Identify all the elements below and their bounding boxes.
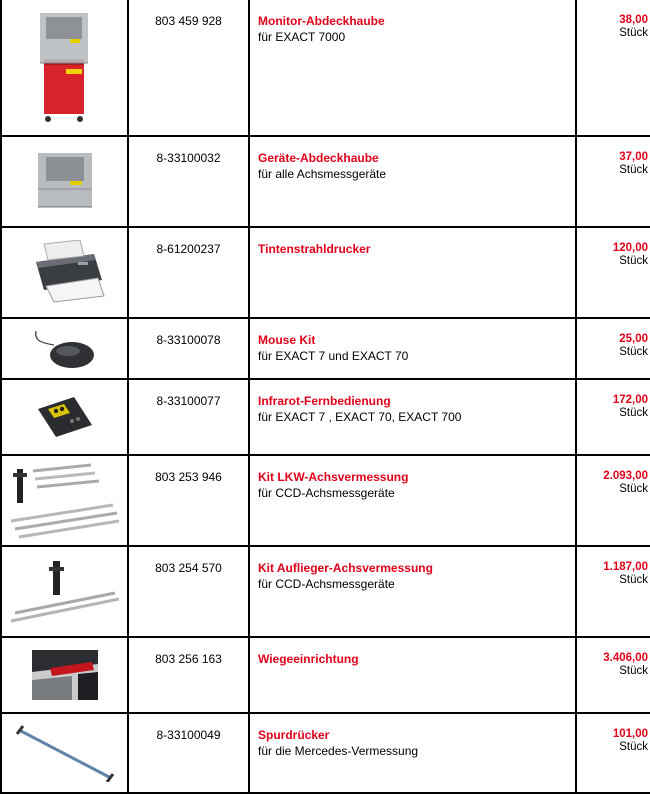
price-cell bbox=[576, 0, 650, 136]
article-number: 8-33100049 bbox=[156, 728, 221, 742]
price-cell bbox=[576, 637, 650, 713]
price-unit: Stück bbox=[619, 346, 648, 358]
table-row bbox=[1, 227, 650, 318]
device-cover-icon bbox=[32, 149, 98, 215]
article-number-cell bbox=[128, 455, 249, 546]
article-number-cell bbox=[128, 379, 249, 455]
article-number-cell bbox=[128, 227, 249, 318]
product-price: 38,00 bbox=[619, 14, 648, 26]
product-image-cell bbox=[1, 546, 128, 637]
truck-alignment-kit-icon bbox=[9, 463, 121, 539]
article-number: 8-33100032 bbox=[156, 151, 221, 165]
product-price: 120,00 bbox=[612, 242, 648, 254]
product-price: 1.187,00 bbox=[603, 561, 648, 573]
cabinet-cover-icon bbox=[34, 9, 96, 127]
table-row bbox=[1, 546, 650, 637]
mouse-icon bbox=[32, 327, 98, 371]
description-cell bbox=[249, 455, 576, 546]
price-cell bbox=[576, 546, 650, 637]
product-price: 2.093,00 bbox=[603, 470, 648, 482]
product-subtitle bbox=[250, 666, 575, 668]
article-number-cell bbox=[128, 0, 249, 136]
article-number: 803 254 570 bbox=[155, 561, 222, 575]
table-row bbox=[1, 379, 650, 455]
article-number: 803 253 946 bbox=[155, 470, 222, 484]
product-subtitle: für EXACT 7 und EXACT 70 bbox=[258, 349, 409, 363]
table-row bbox=[1, 136, 650, 227]
product-title: Kit Auflieger-Achsvermessung bbox=[258, 561, 433, 575]
description-cell bbox=[249, 713, 576, 793]
description-cell bbox=[249, 0, 576, 136]
product-subtitle: für die Mercedes-Vermessung bbox=[258, 744, 419, 758]
article-number-cell bbox=[128, 318, 249, 379]
price-cell bbox=[576, 227, 650, 318]
price-cell bbox=[576, 713, 650, 793]
table-row bbox=[1, 455, 650, 546]
product-title: Mouse Kit bbox=[258, 333, 316, 347]
description-cell bbox=[249, 136, 576, 227]
product-image-cell bbox=[1, 227, 128, 318]
article-number: 8-33100078 bbox=[156, 333, 221, 347]
track-pusher-icon bbox=[15, 724, 115, 782]
trailer-alignment-kit-icon bbox=[9, 559, 121, 625]
description-cell bbox=[249, 546, 576, 637]
product-price: 37,00 bbox=[619, 151, 648, 163]
product-title: Kit LKW-Achsvermessung bbox=[258, 470, 409, 484]
description-cell bbox=[249, 227, 576, 318]
product-title: Tintenstrahldrucker bbox=[258, 242, 371, 256]
product-subtitle: für EXACT 7000 bbox=[258, 30, 346, 44]
article-number-cell bbox=[128, 713, 249, 793]
product-title: Geräte-Abdeckhaube bbox=[258, 151, 379, 165]
printer-icon bbox=[24, 240, 106, 306]
product-price: 101,00 bbox=[612, 728, 648, 740]
article-number-cell bbox=[128, 546, 249, 637]
price-unit: Stück bbox=[619, 741, 648, 753]
price-cell bbox=[576, 379, 650, 455]
article-number: 803 256 163 bbox=[155, 652, 222, 666]
table-row bbox=[1, 637, 650, 713]
product-title: Spurdrücker bbox=[258, 728, 330, 742]
article-number: 8-33100077 bbox=[156, 394, 221, 408]
price-unit: Stück bbox=[619, 27, 648, 39]
article-number: 8-61200237 bbox=[156, 242, 221, 256]
product-title: Infrarot-Fernbedienung bbox=[258, 394, 391, 408]
price-unit: Stück bbox=[619, 255, 648, 267]
table-row bbox=[1, 318, 650, 379]
product-image-cell bbox=[1, 455, 128, 546]
price-unit: Stück bbox=[619, 164, 648, 176]
product-subtitle: für CCD-Achsmessgeräte bbox=[258, 577, 395, 591]
product-subtitle: für CCD-Achsmessgeräte bbox=[258, 486, 395, 500]
product-image-cell bbox=[1, 379, 128, 455]
description-cell bbox=[249, 637, 576, 713]
product-image-cell bbox=[1, 0, 128, 136]
article-number: 803 459 928 bbox=[155, 14, 222, 28]
price-unit: Stück bbox=[619, 483, 648, 495]
price-cell bbox=[576, 318, 650, 379]
price-unit: Stück bbox=[619, 407, 648, 419]
product-title: Monitor-Abdeckhaube bbox=[258, 14, 385, 28]
product-image-cell bbox=[1, 713, 128, 793]
product-price: 25,00 bbox=[619, 333, 648, 345]
price-cell bbox=[576, 136, 650, 227]
product-subtitle bbox=[250, 256, 575, 258]
product-title: Wiegeeinrichtung bbox=[258, 652, 359, 666]
product-subtitle: für EXACT 7 , EXACT 70, EXACT 700 bbox=[258, 410, 462, 424]
product-price: 3.406,00 bbox=[603, 652, 648, 664]
description-cell bbox=[249, 379, 576, 455]
product-subtitle: für alle Achsmessgeräte bbox=[258, 167, 387, 181]
product-image-cell bbox=[1, 318, 128, 379]
product-image-cell bbox=[1, 637, 128, 713]
product-image-cell bbox=[1, 136, 128, 227]
article-number-cell bbox=[128, 637, 249, 713]
price-cell bbox=[576, 455, 650, 546]
table-row bbox=[1, 713, 650, 793]
weighing-device-icon bbox=[32, 650, 98, 700]
article-number-cell bbox=[128, 136, 249, 227]
price-unit: Stück bbox=[619, 574, 648, 586]
description-cell bbox=[249, 318, 576, 379]
price-unit: Stück bbox=[619, 665, 648, 677]
table-row bbox=[1, 0, 650, 136]
product-price: 172,00 bbox=[612, 394, 648, 406]
remote-control-icon bbox=[34, 395, 96, 439]
